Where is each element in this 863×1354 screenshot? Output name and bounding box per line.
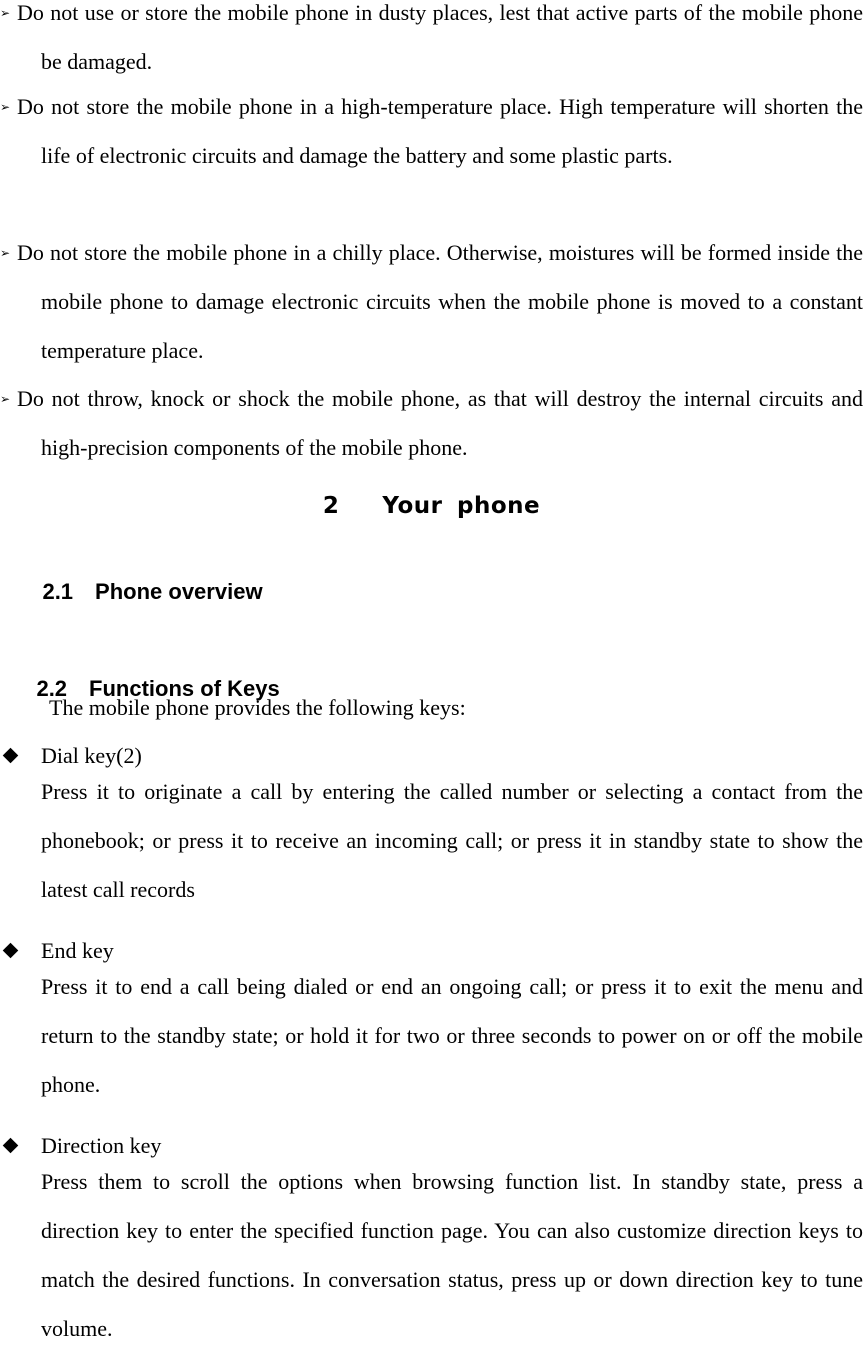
section-title: Functions of Keys — [89, 676, 280, 701]
precaution-item — [0, 228, 863, 375]
arrow-bullet-icon: ➢ — [0, 100, 11, 114]
diamond-bullet-icon — [3, 943, 17, 957]
precaution-item — [0, 374, 863, 472]
key-name: End key — [41, 938, 114, 963]
chapter-heading — [0, 484, 863, 528]
precaution-item — [0, 82, 863, 180]
precaution-text: Do not use or store the mobile phone in dusty places, lest that active parts of the mobile phone be damaged. — [17, 0, 863, 74]
precaution-text: Do not store the mobile phone in a chilly place. Otherwise, moistures will be formed inside the mobile phone to damage electronic circuits when the mobile phone is moved to a constant temperature place. — [17, 240, 863, 363]
key-description: Press them to scroll the options when browsing function list. In standby state, press a direction key to enter the specified function page. You can also customize direction keys to match the desired functions. In conversation status, press up or down direction key to tune volume. — [41, 1169, 863, 1341]
key-name: Direction key — [41, 1133, 162, 1158]
section-heading — [18, 547, 263, 637]
key-description: Press it to end a call being dialed or end an ongoing call; or press it to exit the menu and return to the standby state; or hold it for two or three seconds to power on or off the mobile phone. — [41, 974, 863, 1097]
key-description: Press it to originate a call by entering the called number or selecting a contact from the phonebook; or press it to receive an incoming call; or press it in standby state to show the latest call records — [41, 779, 863, 902]
precaution-text: Do not throw, knock or shock the mobile phone, as that will destroy the internal circuits and high-precision components of the mobile phone. — [17, 386, 863, 460]
key-name: Dial key(2) — [41, 743, 142, 768]
arrow-bullet-icon: ➢ — [0, 392, 11, 406]
section-title: Phone overview — [95, 579, 263, 604]
arrow-bullet-icon: ➢ — [0, 6, 11, 20]
section-number: 2.2 — [36, 676, 68, 701]
intro-text: The mobile phone provides the following keys: — [49, 695, 466, 720]
precaution-item — [0, 0, 863, 86]
arrow-bullet-icon: ➢ — [0, 246, 11, 260]
diamond-bullet-icon — [3, 1138, 17, 1152]
chapter-number: 2 — [322, 493, 340, 519]
chapter-title: Your phone — [382, 493, 541, 519]
precaution-text: Do not store the mobile phone in a high-temperature place. High temperature will shorten the life of electronic circuits and damage the battery and some plastic parts. — [17, 94, 863, 168]
section-number: 2.1 — [42, 579, 74, 604]
diamond-bullet-icon — [3, 748, 17, 762]
